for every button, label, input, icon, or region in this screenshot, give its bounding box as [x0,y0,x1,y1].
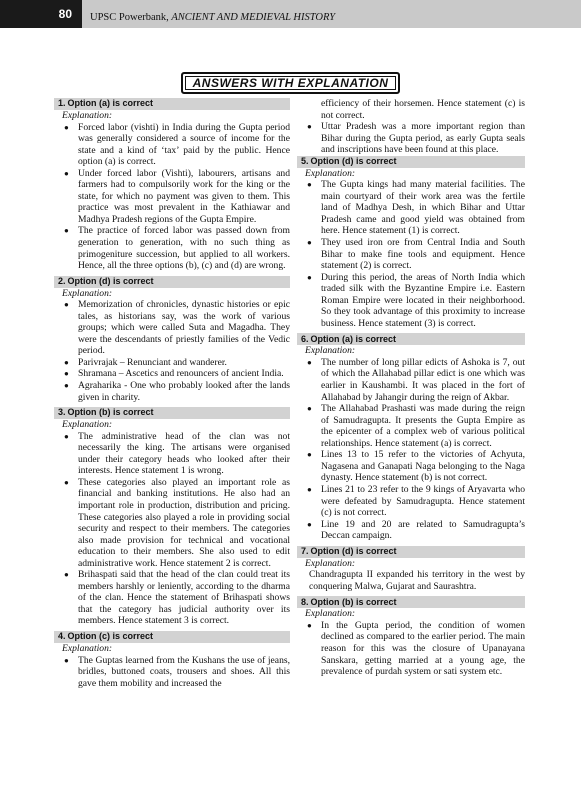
bullet-point: ● The practice of forced labor was passed down from generation to generation, with no such thing as primogeniture succession, but applied to all workers. Hence, all the three options (b), (c) and (d) are wrong. [58,225,290,271]
explanation-bullets [301,357,525,542]
explanation-bullets [58,431,290,627]
answer-option: Option (d) is correct [67,275,154,286]
answer-option: Option (b) is correct [310,596,397,607]
bullet-point: ● The number of long pillar edicts of Ashoka is 7, out of which the Allahabad pillar edict is one which was earlier in Kaushambi. It was placed in the fort of Allahabad by Jahangir during the reign of Akbar. [301,357,525,403]
question-number: 4. [58,631,66,642]
bullet-point: ● The administrative head of the clan was not necessarily the king. The artisans were organised under their category heads who looked after their interests. Hence statement 1 is wrong. [58,431,290,477]
answer-block [301,156,525,330]
answer-block [301,546,525,593]
explanation-label: Explanation: [62,287,113,299]
answer-option: Option (d) is correct [310,155,397,166]
answer-heading [54,407,290,419]
section-title-wrap [0,72,581,94]
answer-heading [297,156,525,168]
bullet-point: ● These categories also played an important role as financial and banking institutions. He also had an important role in production, distribution and pricing. These categories also played a role in providing social security and respect to their members. The categories also made provision for technical and vocational education to their members. She also used to edit administrative work. Hence statement 2 is correct. [58,477,290,569]
bullet-point: ● The Guptas learned from the Kushans the use of jeans, bridles, buttoned coats, trousers and shoes. All this gave them mobility and increased the [58,655,290,690]
answer-heading [297,546,525,558]
bullet-point: ● Brihaspati said that the head of the clan could treat its members harshly or leniently, according to the dharma of the clan. Hence the statement of Brihaspati shows that the category has judicial authority over its members. Hence statement 3 is correct. [58,569,290,627]
explanation-bullets [301,620,525,678]
explanation-label: Explanation: [305,608,356,620]
answer-option: Option (b) is correct [67,407,154,418]
answer-heading [297,596,525,608]
explanation-text: Chandragupta II expanded his territory in the west by conquering Malwa, Gujarat and Saurashtra. [309,569,525,592]
question-number: 7. [301,545,309,556]
subject-title: ANCIENT AND MEDIEVAL HISTORY [171,12,336,23]
explanation-label: Explanation: [62,419,113,431]
answer-option: Option (a) is correct [310,333,397,344]
question-number: 2. [58,275,66,286]
bullet-point: ● They used iron ore from Central India and South Bihar to make fine tools and equipment. Hence statement (2) is correct. [301,237,525,272]
answer-option: Option (d) is correct [310,545,397,556]
explanation-label: Explanation: [62,642,113,654]
bullet-point: ● Line 19 and 20 are related to Samudragupta’s Deccan campaign. [301,519,525,542]
answer-heading [54,631,290,643]
explanation-bullets [58,655,290,690]
question-number: 8. [301,596,309,607]
explanation-label: Explanation: [305,345,356,357]
bullet-point: ● Agraharika - One who probably looked after the lands given in charity. [58,380,290,403]
question-number: 5. [301,155,309,166]
bullet-point: ● Forced labor (vishti) in India during the Gupta period was generally considered a source of income for the state and a kind of ‘tax’ paid by the public. Hence option (a) is correct. [58,122,290,168]
bullet-point: ● Parivrajak – Renunciant and wanderer. [58,357,290,369]
running-header [82,0,581,28]
answer-heading [54,276,290,288]
question-number: 1. [58,98,66,109]
explanation-bullets [58,122,290,272]
bullet-point: ● Lines 21 to 23 refer to the 9 kings of Aryavarta who were defeated by Samudragupta. Hence statement (c) is not correct. [301,484,525,519]
right-column [301,98,525,678]
answer-heading [297,333,525,345]
right-questions [301,156,525,678]
answer-option: Option (a) is correct [67,98,154,109]
explanation-label: Explanation: [305,557,356,569]
explanation-bullets [58,299,290,403]
answer-block [58,631,290,689]
explanation-label: Explanation: [305,167,356,179]
bullet-point: ● Shramana – Ascetics and renouncers of ancient India. [58,368,290,380]
left-column [58,98,290,689]
bullet-point: ● The Gupta kings had many material facilities. The main courtyard of their work area was the fertile land of Madhya Desh, in which Bihar and Uttar Pradesh came and good yield was obtained from here. Hence statement (1) is correct. [301,179,525,237]
page-number: 80 [0,0,82,28]
answer-block [301,596,525,677]
answer-block [58,276,290,403]
answer-block [58,98,290,272]
bullet-point: ● Lines 13 to 15 refer to the victories of Achyuta, Nagasena and Ganapati Naga belonging to the Naga dynasty. Hence statement (b) is not correct. [301,449,525,484]
section-title: ANSWERS WITH EXPLANATION [181,72,401,94]
question-number: 3. [58,407,66,418]
bullet-point: ● During this period, the areas of North India which traded silk with the Byzantine Empire i.e. Eastern Roman Empire were located in their neighborhood. So they took advantage of this proximity to increase business. Hence statement (3) is correct. [301,272,525,330]
book-title: UPSC Powerbank, [90,12,169,23]
explanation-bullets [301,179,525,329]
answer-heading [54,98,290,110]
bullet-point: ● Under forced labor (Vishti), labourers, artisans and farmers had to compulsorily work for the king or the state, for which no payment was given to them. This practice was most prevalent in the Kathiawar and Madhya Pradesh regions of the Gupta Empire. [58,168,290,226]
explanation-label: Explanation: [62,110,113,121]
bullet-point: ● Uttar Pradesh was a more important region than Bihar during the Gupta period, as early Gupta seals and inscriptions have been found at this place. [301,121,525,156]
answer-block [58,407,290,627]
continuation-text: efficiency of their horsemen. Hence statement (c) is not correct. [321,98,525,121]
bullet-point: ● Memorization of chronicles, dynastic histories or epic tales, as historians say, was the work of various groups; which were called Suta and Magadha. They were the descendants of priestly families of the Vedic period. [58,299,290,357]
question-number: 6. [301,333,309,344]
answer-block [301,333,525,541]
continuation-bullets [301,121,525,156]
bullet-point: ● The Allahabad Prashasti was made during the reign of Samudragupta. It presents the Gupta Empire as the epicenter of a complex web of various political relationships. Hence statement (a) is correct. [301,403,525,449]
answer-option: Option (c) is correct [67,631,154,642]
bullet-point: ● In the Gupta period, the condition of women declined as compared to the earlier period. The main reason for this was the closure of Upanayana Sanskara, getting married at a young age, the prevalence of purdah system or sati system etc. [301,620,525,678]
